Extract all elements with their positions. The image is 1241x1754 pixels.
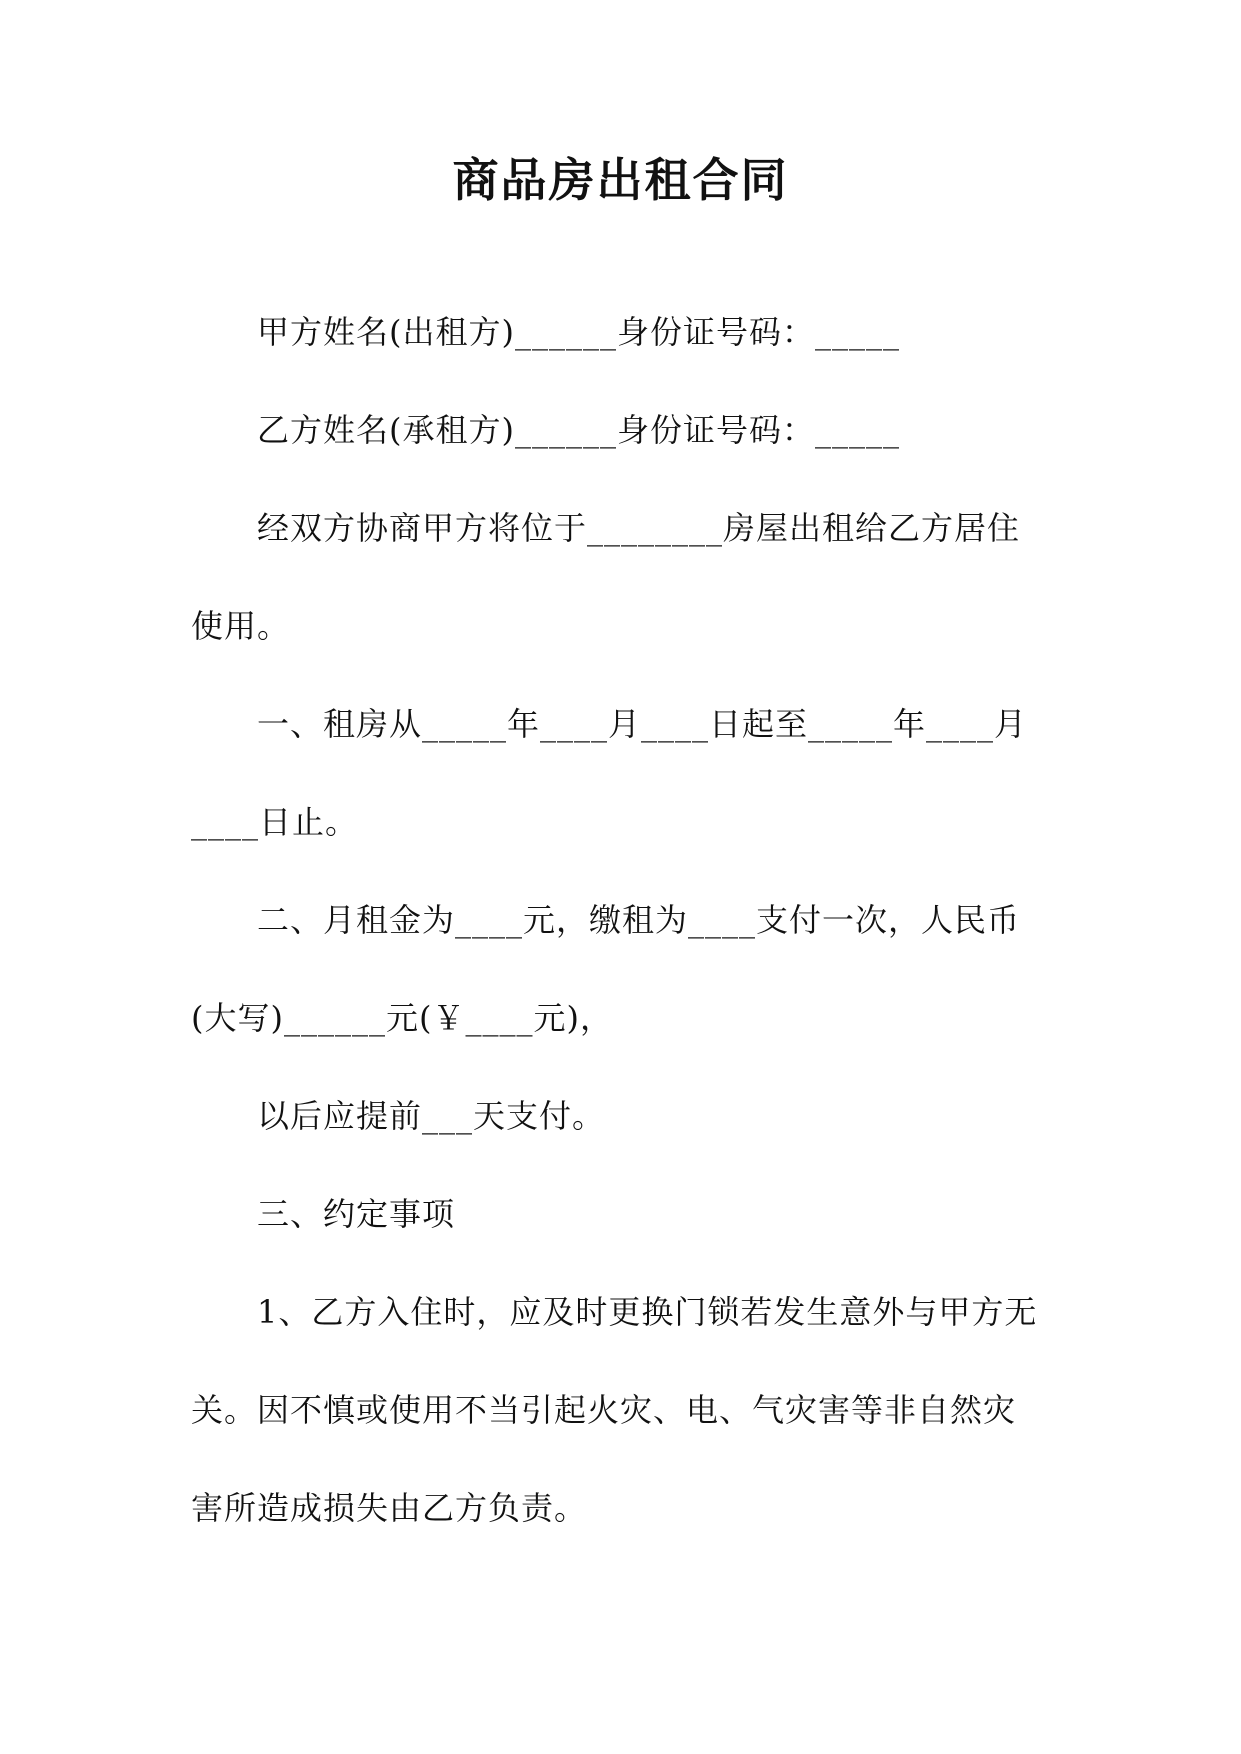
property-location-line: 经双方协商甲方将位于________房屋出租给乙方居住 xyxy=(257,509,1021,547)
payment-advance-line: 以后应提前___天支付。 xyxy=(257,1097,606,1135)
clause-1-line-end: 害所造成损失由乙方负责。 xyxy=(191,1489,588,1527)
rent-line: 二、月租金为____元，缴租为____支付一次，人民币 xyxy=(257,901,1021,939)
lease-term-line-cont: ____日止。 xyxy=(191,803,359,841)
clause-1-line-cont: 关。因不慎或使用不当引起火灾、电、气灾害等非自然灾 xyxy=(191,1391,1017,1429)
rent-amount-line: (大写)______元(￥____元)， xyxy=(191,999,613,1037)
clause-1-line: 1、乙方入住时，应及时更换门锁若发生意外与甲方无 xyxy=(257,1293,1038,1331)
property-location-line-cont: 使用。 xyxy=(191,607,291,645)
party-a-line: 甲方姓名(出租方)______身份证号码：_____ xyxy=(257,313,900,351)
party-b-line: 乙方姓名(承租方)______身份证号码：_____ xyxy=(257,411,900,449)
lease-term-line: 一、租房从_____年____月____日起至_____年____月 xyxy=(257,705,1028,743)
document-title: 商品房出租合同 xyxy=(452,153,789,207)
section-heading-terms: 三、约定事项 xyxy=(257,1195,456,1233)
